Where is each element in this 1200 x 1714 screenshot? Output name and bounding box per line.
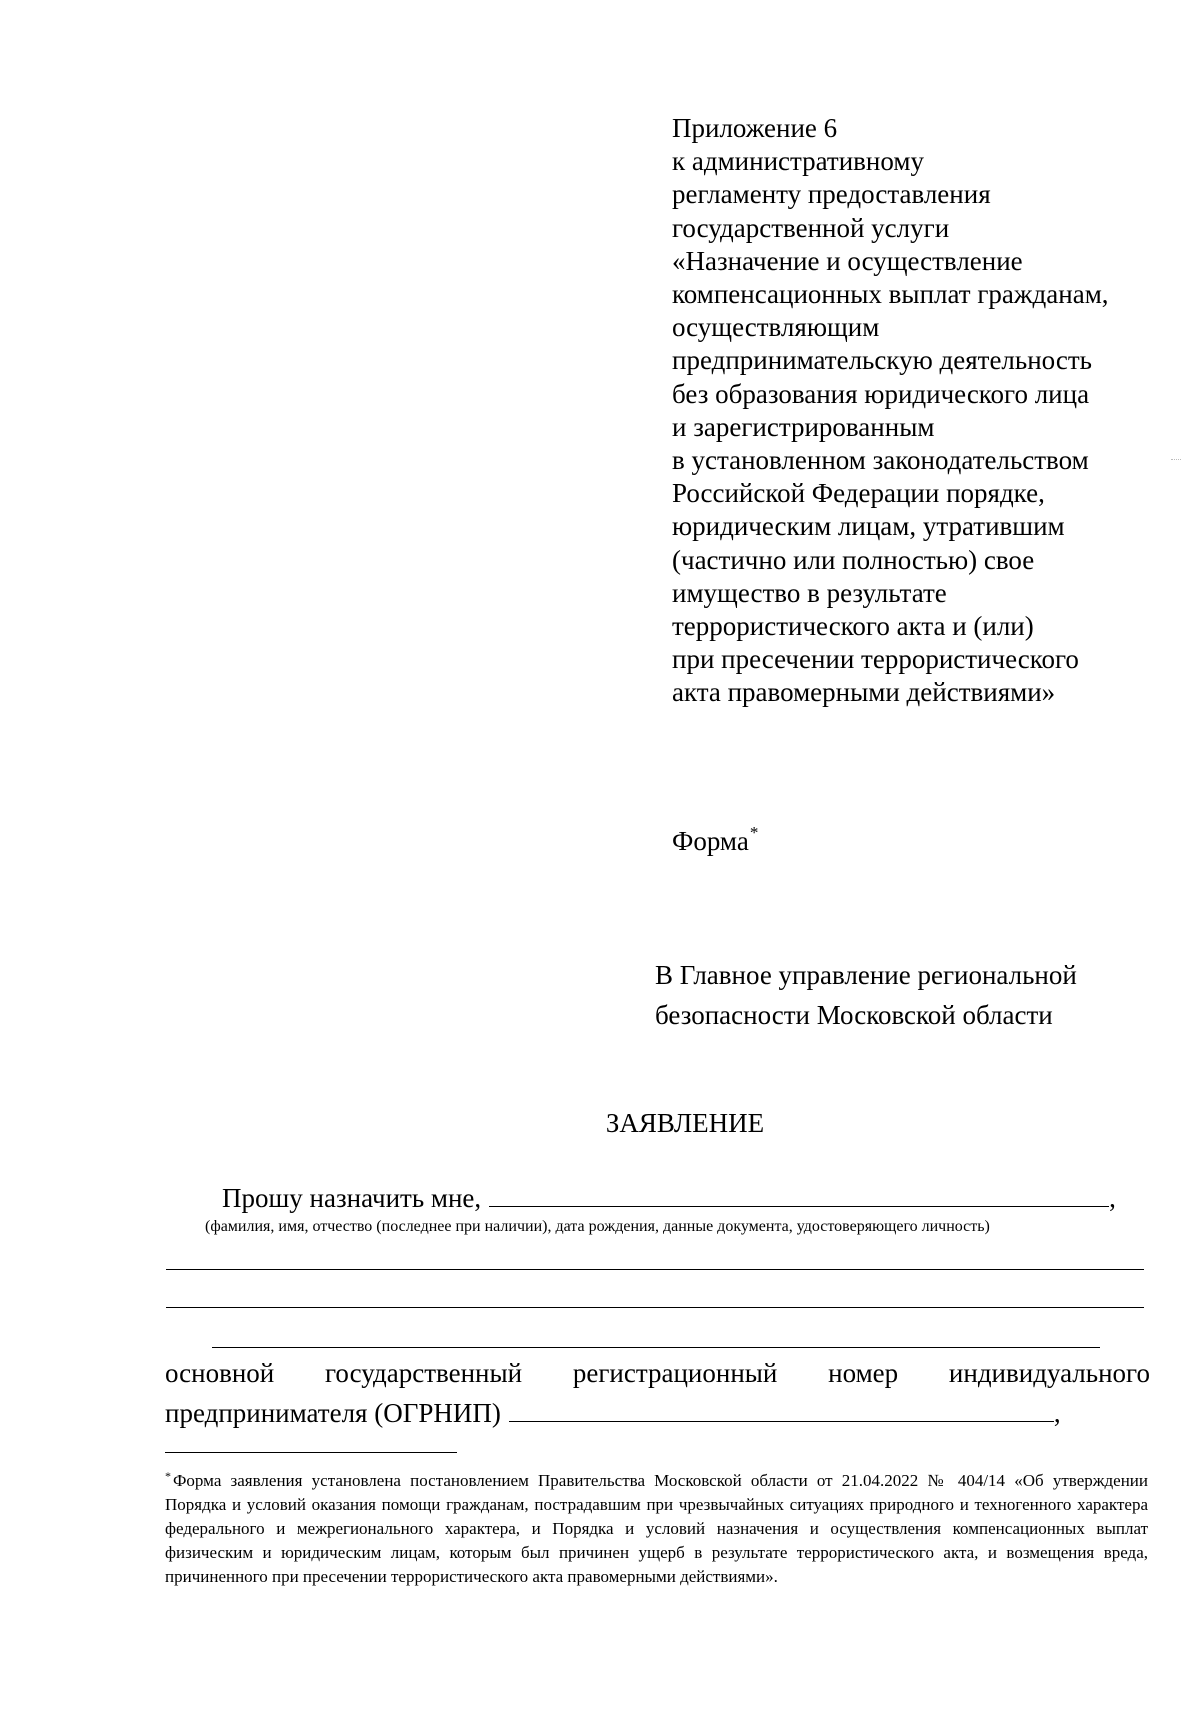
ogrnip-field-row bbox=[165, 1393, 1150, 1433]
ogrnip-block bbox=[165, 1353, 1150, 1433]
ogrnip-field[interactable] bbox=[509, 1399, 1054, 1422]
appendix-line: без образования юридического лица bbox=[672, 378, 1090, 409]
appendix-line: имущество в результате bbox=[672, 577, 947, 608]
request-line bbox=[222, 1182, 1116, 1215]
document-title: ЗАЯВЛЕНИЕ bbox=[605, 1108, 765, 1138]
appendix-line: государственной услуги bbox=[672, 212, 950, 243]
ogrnip-word: индивидуального bbox=[948, 1358, 1150, 1388]
footnote-text: Форма заявления установлена постановлением Правительства Московской области от 21.04.2022 № 404/14 «Об утверждении Порядка и условий оказания помощи гражданам, пострадавшим при чрезвычайных ситуациях природного и техногенного характера федерального и межрегионального характера, и Порядка и условий назначения и осуществления компенсационных выплат физическим и юридическим лицам, которым был причинен ущерб в результате террористического акта, и возмещения вреда, причиненного при пресечении террористического акта правомерными действиями». bbox=[165, 1471, 1148, 1586]
footnote bbox=[165, 1464, 1148, 1589]
ogrnip-word: номер bbox=[828, 1358, 899, 1388]
applicant-info-field-line-4[interactable] bbox=[212, 1347, 1100, 1348]
applicant-info-field-line-2[interactable] bbox=[166, 1269, 1144, 1270]
ogrnip-words-row bbox=[165, 1353, 1150, 1393]
scan-artifact bbox=[1171, 459, 1181, 460]
applicant-info-hint: (фамилия, имя, отчество (последнее при наличии), дата рождения, данные документа, удостоверяющего личность) bbox=[205, 1218, 990, 1235]
form-label bbox=[672, 816, 758, 858]
appendix-line: осуществляющим bbox=[672, 312, 880, 343]
addressee-block bbox=[655, 955, 1077, 1035]
appendix-line: «Назначение и осуществление bbox=[672, 245, 1023, 276]
request-prefix: Прошу назначить мне, bbox=[222, 1183, 482, 1213]
appendix-line: при пресечении террористического bbox=[672, 644, 1079, 675]
appendix-line: Российской Федерации порядке, bbox=[672, 478, 1045, 509]
ogrnip-word: основной bbox=[165, 1358, 275, 1388]
footnote-divider bbox=[165, 1452, 457, 1453]
appendix-line: террористического акта и (или) bbox=[672, 611, 1034, 642]
footnote-marker: * bbox=[749, 823, 759, 842]
ogrnip-suffix: , bbox=[1053, 1398, 1061, 1428]
appendix-line: компенсационных выплат гражданам, bbox=[672, 279, 1109, 310]
applicant-info-field-line-3[interactable] bbox=[166, 1307, 1144, 1308]
appendix-line: юридическим лицам, утратившим bbox=[672, 511, 1065, 542]
ogrnip-word: регистрационный bbox=[572, 1358, 778, 1388]
appendix-line: предпринимательскую деятельность bbox=[672, 345, 1092, 376]
addressee-line: В Главное управление региональной bbox=[655, 960, 1077, 990]
appendix-line: (частично или полностью) свое bbox=[672, 544, 1035, 575]
appendix-line: акта правомерными действиями» bbox=[672, 677, 1056, 708]
applicant-info-field[interactable] bbox=[489, 1184, 1109, 1207]
appendix-line: к административному bbox=[672, 146, 924, 177]
ogrnip-word: государственный bbox=[325, 1358, 523, 1388]
request-suffix: , bbox=[1109, 1183, 1116, 1213]
addressee-line: безопасности Московской области bbox=[655, 1000, 1053, 1030]
appendix-line: Приложение 6 bbox=[672, 113, 838, 143]
appendix-line: в установленном законодательством bbox=[672, 445, 1089, 476]
footnote-marker: * bbox=[165, 1469, 171, 1483]
form-label-text: Форма bbox=[672, 826, 749, 856]
ogrnip-label: предпринимателя (ОГРНИП) bbox=[165, 1398, 501, 1428]
appendix-line: регламенту предоставления bbox=[672, 179, 991, 210]
appendix-line: и зарегистрированным bbox=[672, 411, 935, 442]
appendix-header bbox=[672, 112, 1172, 710]
